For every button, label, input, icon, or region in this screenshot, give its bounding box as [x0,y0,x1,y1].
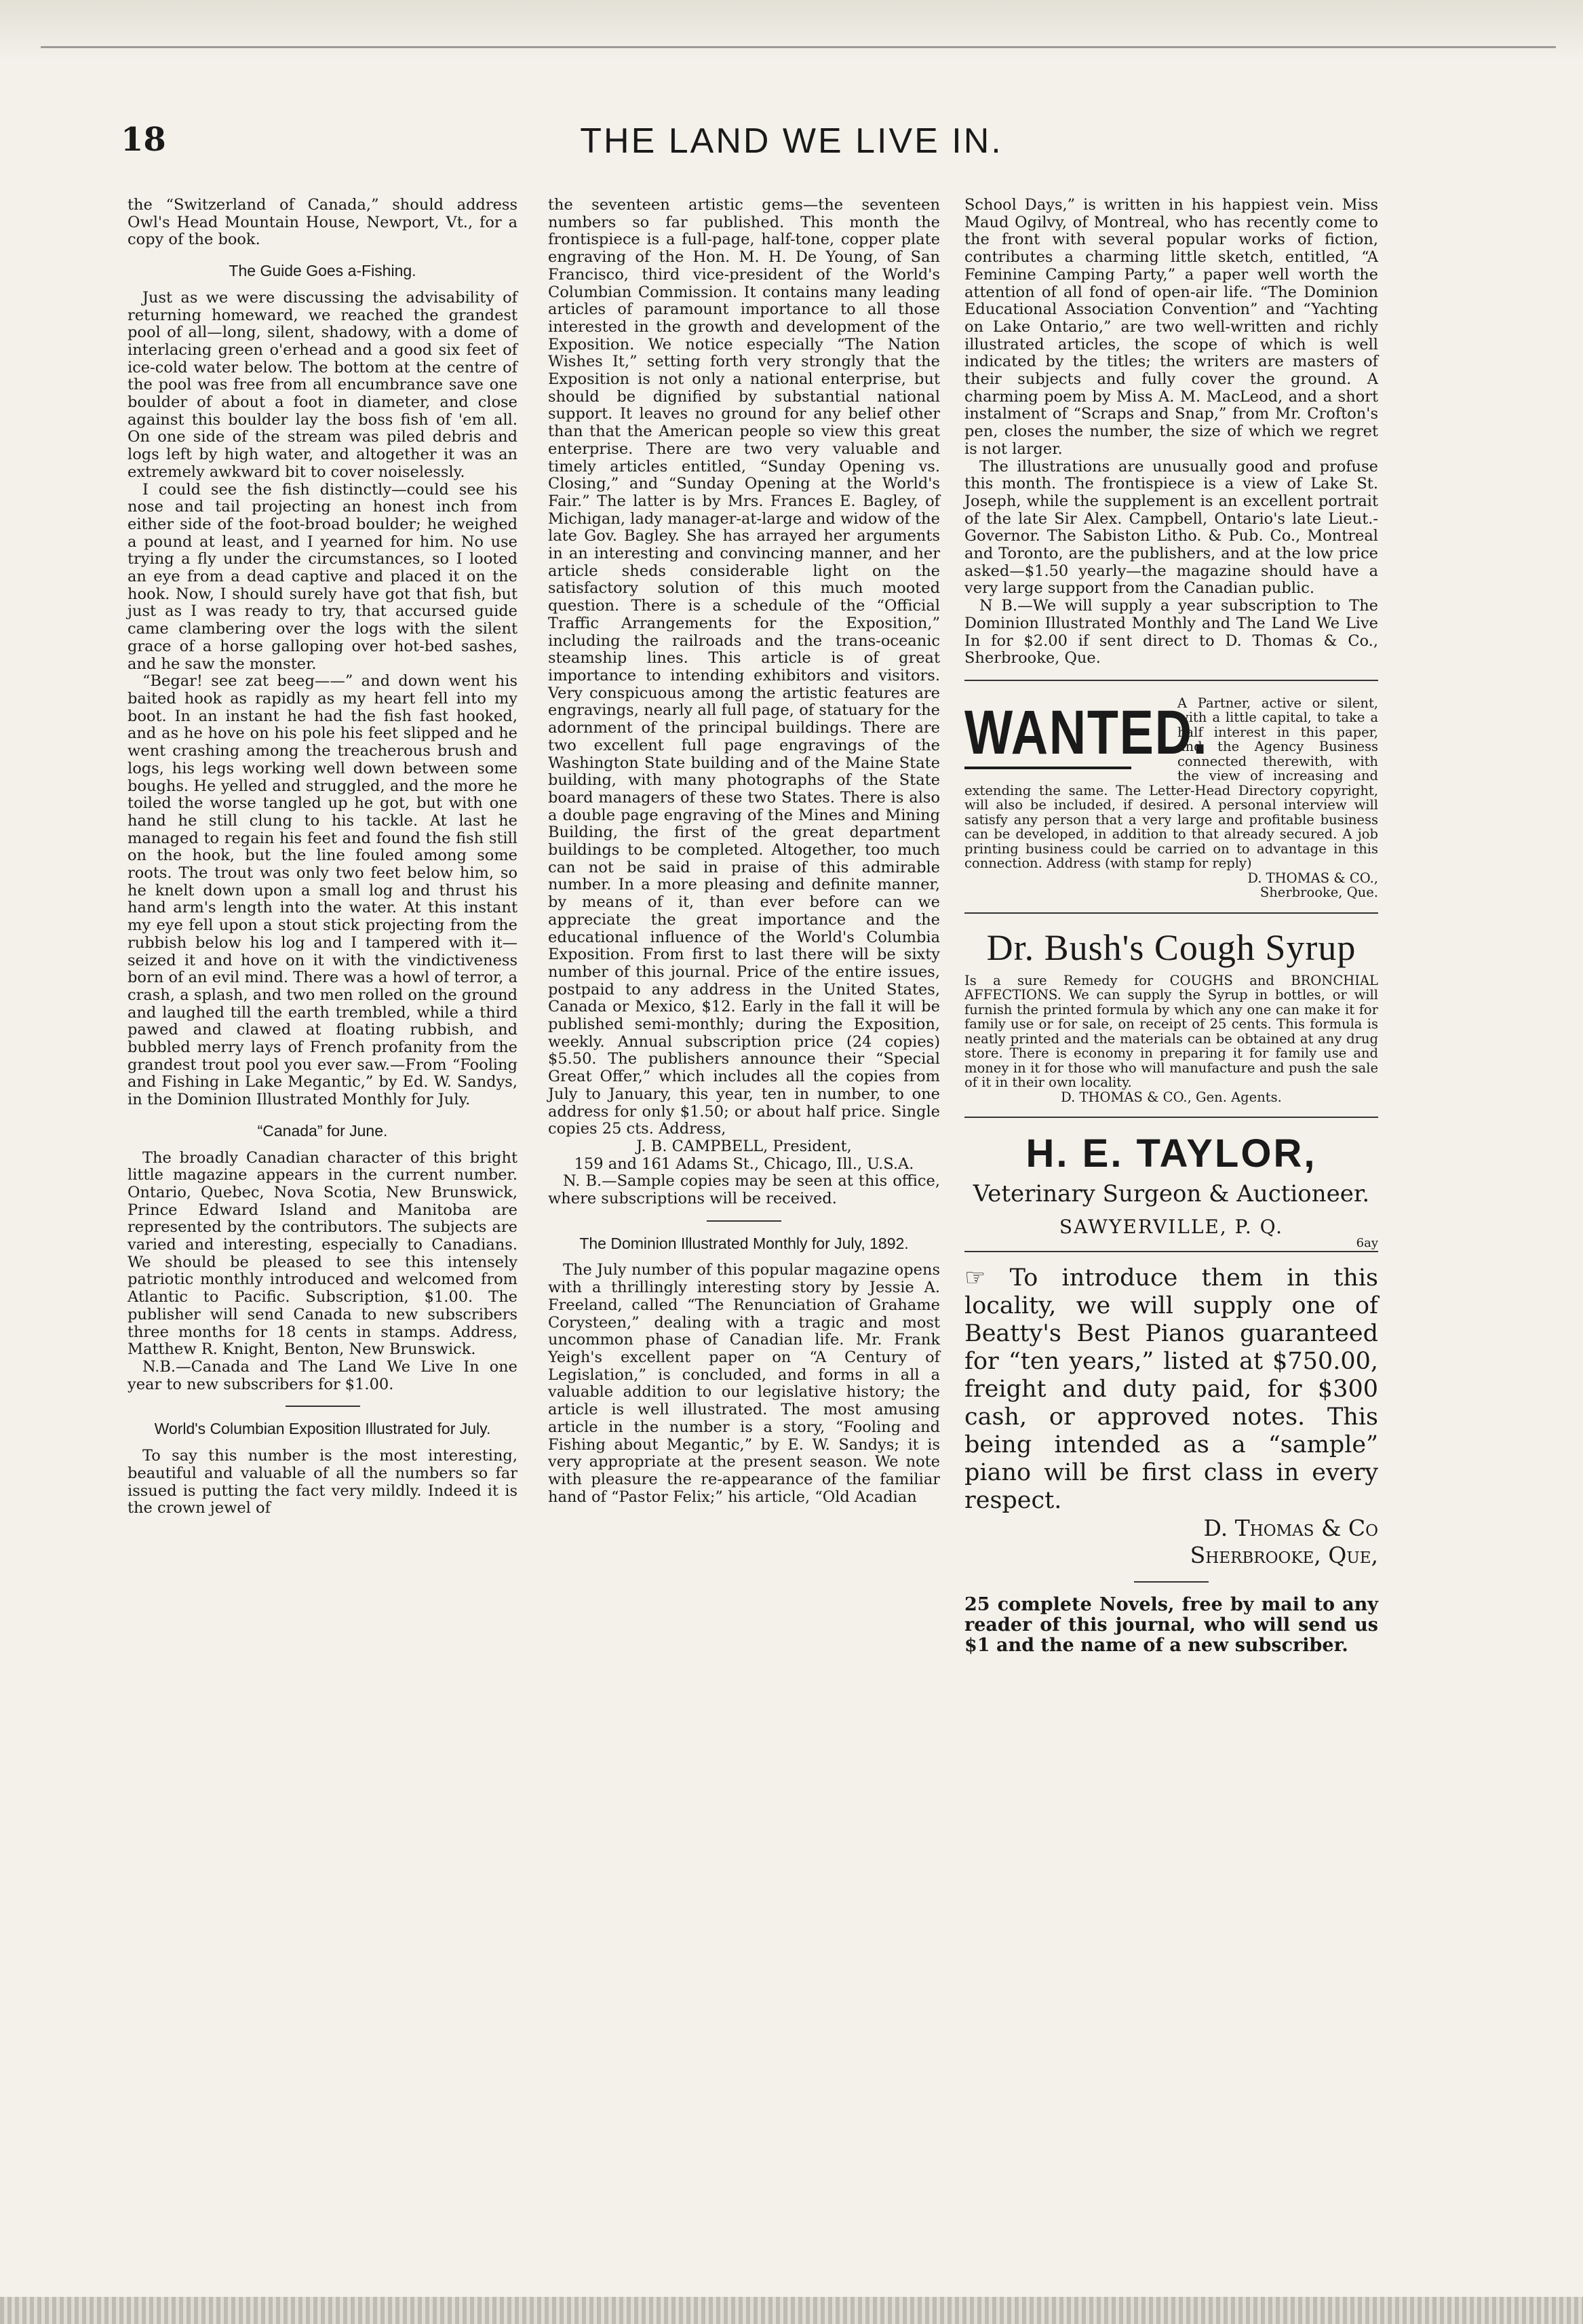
section-divider [1134,1581,1209,1583]
wanted-advertisement [964,696,1378,900]
page-title: THE LAND WE LIVE IN. [580,121,1003,161]
paragraph: “Begar! see zat beeg——” and down went his baited hook as rapidly as my heart fell into my boot. In an instant he had the fish fast hooked, and as he hove on his pole his feet slipped and he went crashing among the treacherous brush and logs, his legs working well down between some boughs. He yelled and struggled, and the more he toiled the worse tangled up he got, but with one hand he still clung to his tackle. At last he managed to regain his feet and found the fish still on the hook, but the line fouled among some roots. The trout was only two feet below him, so he knelt down upon a small log and thrust his hand arm's length into the water. At this instant my eye fell upon a stout stick projecting from the rubbish below his log and I tampered with it—seized it and hove on it with the vindictiveness born of an evil mind. There was a howl of terror, a crash, a splash, and two men rolled on the ground and laughed till the earth trembled, while a third pawed and clawed at floating rubbish, and bubbled merry lays of French profanity from the grandest trout pool you ever saw.—From “Fooling and Fishing in Lake Megantic,” by Ed. W. Sandys, in the Dominion Illustrated Monthly for July. [128,672,517,1109]
section-divider [286,1406,360,1407]
column-3 [964,197,1378,1656]
page-number: 18 [121,121,166,159]
header-rule [41,46,1556,48]
piano-ad-text: ☞ To introduce them in this locality, we will supply one of Beatty's Best Pianos guaranteed for “ten years,” listed at $750.00, freight and duty paid, for $300 cash, or approved notes. This being intended as a “sample” piano will be first class in every respect. [964,1264,1378,1515]
cough-syrup-headline: Dr. Bush's Cough Syrup [986,927,1356,968]
paragraph: the seventeen artistic gems—the seventeen numbers so far published. This month the frontispiece is a full-page, half-tone, copper plate engraving of the Hon. M. H. De Young, of San Francisco, third vice-president of the World's Columbian Commission. It contains many leading articles of paramount importance to all those interested in the growth and development of the Exposition. We notice especially “The Nation Wishes It,” setting forth very strongly that the Exposition is not only a national enterprise, but should be dignified by substantial national support. It leaves no ground for any belief other than that the American people so view this great enterprise. There are two very valuable and timely articles entitled, “Sunday Opening vs. Closing,” and “Sunday Opening at the World's Fair.” The latter is by Mrs. Frances E. Bagley, of Michigan, lady manager-at-large and widow of the late Gov. Bagley. She has arrayed her arguments in an interesting and convincing manner, and her article sheds considerable light on the satisfactory solution of this much mooted question. There is a schedule of the “Official Traffic Arrangements for the Exposition,” including the railroads and the trans-oceanic steamship lines. This article is of great importance to intending exhibitors and visitors. Very conspicuous among the artistic features are engravings, nearly all full page, of statuary for the adornment of the principal buildings. There are two excellent full page engravings of the Washington State building and of the Maine State building, with many photographs of the State board managers of these two States. There is also a double page engraving of the Mines and Mining Building, the first of the great department buildings to be completed. Altogether, too much can not be said in praise of this admirable number. In a more pleasing and definite manner, by means of it, than ever before can we appreciate the great importance and the educational influence of the World's Columbia Exposition. From first to last there will be sixty number of this journal. Price of the entire issues, postpaid to any address in the United States, Canada or Mexico, $12. Early in the fall it will be published semi-monthly; during the Exposition, weekly. Annual subscription price (24 copies) $5.50. The publishers announce their “Special Great Offer,” which includes all the copies from July to January, this year, ten in number, to one address for only $1.50; or about half price. Single copies 25 cts. Address, [548,196,940,1138]
piano-ad-signature: D. Thomas & Co [1203,1515,1378,1542]
paragraph: N. B.—Sample copies may be seen at this office, where subscriptions will be received. [548,1172,940,1208]
paragraph: the “Switzerland of Canada,” should address Owl's Head Mountain House, Newport, Vt., for a copy of the book. [128,196,517,249]
ad-divider [964,680,1378,681]
cough-syrup-text: Is a sure Remedy for COUGHS and BRONCHIAL AFFECTIONS. We can supply the Syrup in bottles, or will furnish the printed formula by which any one can make it for family use or for sale, on receipt of 25 cents. This formula is neatly printed and the materials can be obtained at any drug store. There is economy in preparing it for family use and money in it for those who will manufacture and push the sale of it in their own locality. [964,972,1378,1091]
wanted-signature: D. THOMAS & CO., [1247,870,1378,886]
section-divider [707,1220,781,1222]
piano-ad-signature-town: Sherbrooke, Que, [1190,1542,1378,1569]
paragraph: To say this number is the most interesting, beautiful and valuable of all the numbers so far issued is putting the fact very mildly. Indeed it is the crown jewel of [128,1447,517,1517]
page-top-edge [0,0,1583,61]
ad-divider [964,1251,1378,1252]
address-line: J. B. CAMPBELL, President, [636,1137,852,1155]
paragraph: N.B.—Canada and The Land We Live In one year to new subscribers for $1.00. [128,1358,517,1393]
taylor-town: SAWYERVILLE, P. Q. [1059,1216,1284,1239]
article-heading: The Guide Goes a-Fishing. [229,262,416,280]
ad-divider [964,1117,1378,1118]
page-bottom-edge [0,2297,1583,2324]
paragraph: Just as we were discussing the advisability of returning homeward, we reached the grandest pool of all—long, silent, shadowy, with a dome of interlacing green o'erhead and a good six feet of ice-cold water below. The bottom at the centre of the pool was free from all encumbrance save one boulder of about a foot in diameter, and close against this boulder lay the boss fish of 'em all. On one side of the stream was piled debris and logs left by high water, and altogether it was an extremely awkward bit to cover noiselessly. [128,288,517,481]
article-heading: The Dominion Illustrated Monthly for July, 1892. [579,1234,909,1252]
paragraph: School Days,” is written in his happiest vein. Miss Maud Ogilvy, of Montreal, who has recently come to the front with several popular works of fiction, contributes a charming little sketch, entitled, “A Feminine Camping Party,” a paper well worth the attention of all fond of open-air life. “The Dominion Educational Association Convention” and “Yachting on Lake Ontario,” are two well-written and richly illustrated articles, the scope of which is well indicated by the titles; the writers are masters of their subjects and fully cover the ground. A charming poem by Miss A. M. MacLeod, and a short instalment of “Scraps and Snap,” from Mr. Crofton's pen, closes the number, the size of which we regret is not larger. [964,196,1378,458]
taylor-headline: H. E. TAYLOR, [1025,1131,1317,1176]
address-line: 159 and 161 Adams St., Chicago, Ill., U.S.A. [574,1155,914,1173]
paragraph: N B.—We will supply a year subscription to The Dominion Illustrated Monthly and The Land We Live In for $2.00 if sent direct to D. Thomas & Co., Sherbrooke, Que. [964,597,1378,667]
column-2 [548,197,940,1506]
paragraph: The illustrations are unusually good and profuse this month. The frontispiece is a view of Lake St. Joseph, while the supplement is an excellent portrait of the late Sir Alex. Campbell, Ontario's late Lieut.-Governor. The Sabiston Litho. & Pub. Co., Montreal and Toronto, are the publishers, and at the low price asked—$1.50 yearly—the magazine should have a very large support from the Canadian public. [964,457,1378,598]
taylor-profession: Veterinary Surgeon & Auctioneer. [973,1180,1370,1208]
article-heading: World's Columbian Exposition Illustrated for July. [154,1420,491,1438]
wanted-headline: WANTED. [964,699,1131,769]
column-1 [128,197,517,1517]
wanted-text: A Partner, active or silent, with a little capital, to take a half interest in this paper, and the Agency Business connected therewith, with the view of increasing and extending the same. The Letter-Head Directory copyright, will also be included, if desired. A personal interview will satisfy any person that a very large and profitable business can be developed, in addition to that already secured. A job printing business could be carried on to advantage in this connection. Address (with stamp for reply) [964,695,1378,872]
taylor-town-row [964,1216,1378,1251]
ad-code: 6ay [1356,1236,1378,1251]
cough-syrup-signature: D. THOMAS & CO., Gen. Agents. [1061,1089,1282,1105]
article-heading: “Canada” for June. [257,1121,388,1140]
paragraph: The broadly Canadian character of this bright little magazine appears in the current number. Ontario, Quebec, Nova Scotia, New Brunswick, Prince Edward Island and Manitoba are represented by the contributors. The subjects are varied and interesting, especially to Canadians. We should be pleased to see this intensely patriotic monthly introduced and welcomed from Atlantic to Pacific. Subscription, $1.00. The publisher will send Canada to new subscribers three months for 18 cents in stamps. Address, Matthew R. Knight, Benton, New Brunswick. [128,1148,517,1359]
novels-offer: 25 complete Novels, free by mail to any reader of this journal, who will send us $1 and the name of a new subscriber. [964,1594,1378,1657]
paragraph: I could see the fish distinctly—could see his nose and tail projecting an honest inch from either side of the foot-broad boulder; he weighed a pound at least, and I yearned for him. No use trying a fly under the circumstances, so I looted an eye from a dead captive and placed it on the hook. Now, I should surely have got that fish, but just as I was ready to try, that accursed guide came clambering over the logs with the silent grace of a horse galloping over hot-bed sashes, and he saw the monster. [128,480,517,673]
wanted-signature-town: Sherbrooke, Que. [1259,885,1378,900]
ad-divider [964,912,1378,914]
paragraph: The July number of this popular magazine opens with a thrillingly interesting story by Jessie A. Freeland, called “The Renunciation of Grahame Corysteen,” dealing with a tragic and most uncommon phase of Canadian life. Mr. Frank Yeigh's excellent paper on “A Century of Legislation,” is concluded, and forms in all a valuable addition to our legislative history; the article is well illustrated. The most amusing article in the number is a story, “Fooling and Fishing about Megantic,” by E. W. Sandys; it is very appropriate at the present season. We note with pleasure the re-appearance of the familiar hand of “Pastor Felix;” his article, “Old Acadian [548,1261,940,1506]
